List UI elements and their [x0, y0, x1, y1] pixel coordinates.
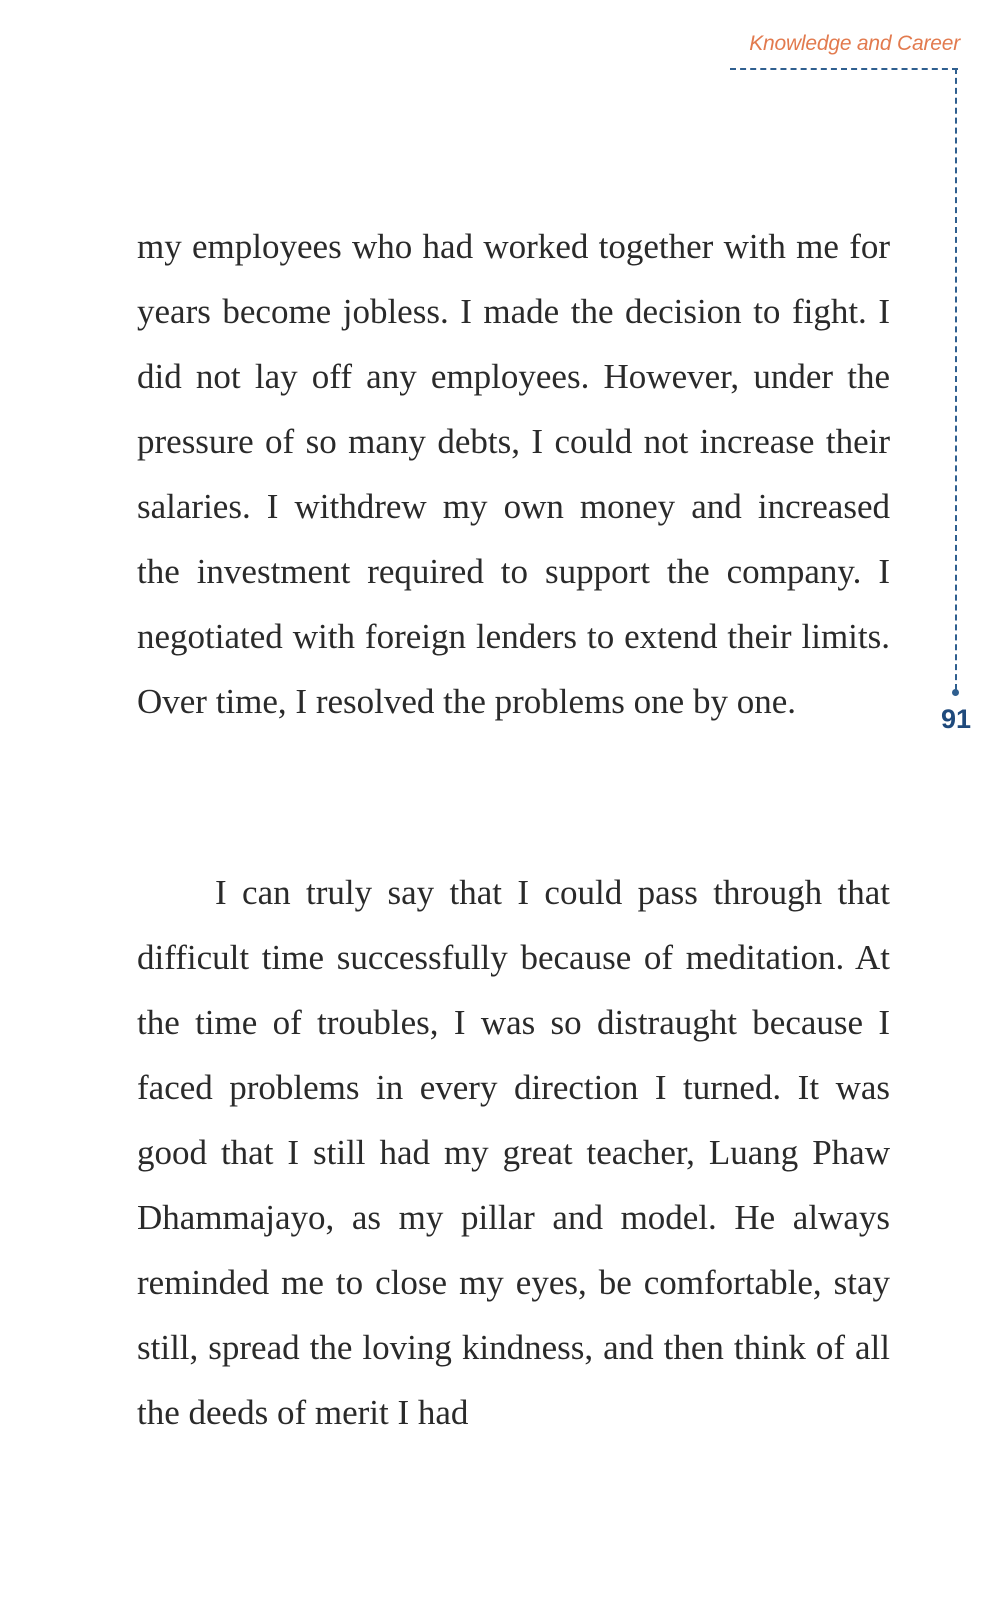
- rule-end-dot: [952, 689, 959, 696]
- body-paragraph: my employees who had worked together with me for years become jobless. I made the decision to fight. I did not lay off any employees. However, under the pressure of so many debts, I could not increase their salaries. I withdrew my own money and increased the investment required to support the company. I negotiated with foreign lenders to extend their limits. Over time, I resolved the problems one by one.: [137, 227, 890, 721]
- header-dashed-rule: [730, 68, 958, 70]
- body-paragraph: I can truly say that I could pass through that difficult time successfully because of meditation. At the time of troubles, I was so distraught because I faced problems in every direction I turned. It was good that I still had my great teacher, Luang Phaw Dhammajayo, as my pillar and model. He always reminded me to close my eyes, be comfortable, stay still, spread the loving kindness, and then think of all the deeds of merit I had: [137, 873, 890, 1432]
- running-header-chapter-title: Knowledge and Career: [749, 32, 960, 55]
- margin-dashed-rule: [955, 68, 957, 690]
- page-number: 91: [940, 704, 972, 734]
